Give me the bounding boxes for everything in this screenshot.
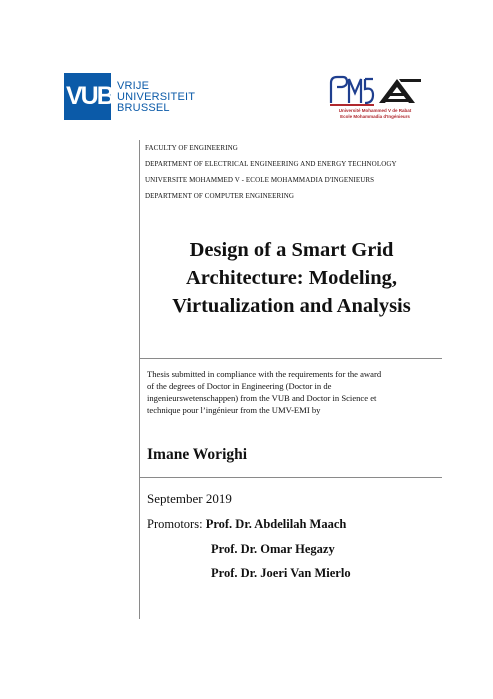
um5-emi-emblem-icon [327, 73, 423, 107]
thesis-statement-line-1: Thesis submitted in compliance with the requirements for the award [147, 369, 382, 379]
promotor-row-3 [211, 565, 493, 581]
left-vertical-rule [139, 140, 140, 619]
thesis-title-line-2: Architecture: Modeling, [185, 267, 398, 289]
horizontal-rule-top [139, 358, 442, 359]
horizontal-rule-bottom [139, 477, 442, 478]
thesis-statement-line-4: technique pour l’ingénieur from the UMV-EMI by [147, 405, 321, 415]
vub-logo-line-1: VRIJE [117, 80, 150, 92]
thesis-title-line-1: Design of a Smart Grid [189, 239, 394, 261]
vub-logo-line-3: BRUSSEL [117, 102, 170, 114]
promotor-row-1 [147, 516, 447, 532]
um5-caption-line-1: Université Mohammed V de Rabat [338, 108, 412, 113]
thesis-title-line-3: Virtualization and Analysis [172, 295, 411, 317]
vub-logo [64, 73, 195, 120]
department-line-electrical: DEPARTMENT OF ELECTRICAL ENGINEERING AND ENERGY TECHNOLOGY [145, 160, 397, 168]
author-name: Imane Worighi [147, 446, 248, 463]
vub-logo-mark-box [64, 73, 111, 120]
thesis-title [140, 236, 443, 320]
promotor-name-2: Prof. Dr. Omar Hegazy [211, 542, 335, 556]
um5-caption-line-2: Ecole Mohammadia d'Ingénieurs [340, 114, 410, 119]
um5-emi-logo [327, 73, 423, 123]
vub-logo-line-2: UNIVERSITEIT [117, 91, 196, 103]
vub-logo-mark-text: VUB [66, 82, 113, 110]
promotor-name-3: Prof. Dr. Joeri Van Mierlo [211, 566, 351, 580]
thesis-statement [147, 368, 437, 416]
promotor-row-2 [211, 541, 493, 557]
thesis-statement-line-3: ingenieurswetenschappen) from the VUB and Doctor in Science et [147, 393, 377, 403]
university-line: UNIVERSITE MOHAMMED V - ECOLE MOHAMMADIA D'INGENIEURS [145, 176, 375, 184]
promotors-label: Promotors: [147, 517, 203, 531]
faculty-line: FACULTY OF ENGINEERING [145, 144, 238, 152]
thesis-statement-line-2: of the degrees of Doctor in Engineering (Doctor in de [147, 381, 332, 391]
submission-date: September 2019 [147, 491, 232, 506]
promotor-name-1: Prof. Dr. Abdelilah Maach [205, 517, 347, 531]
department-line-computer: DEPARTMENT OF COMPUTER ENGINEERING [145, 192, 295, 200]
